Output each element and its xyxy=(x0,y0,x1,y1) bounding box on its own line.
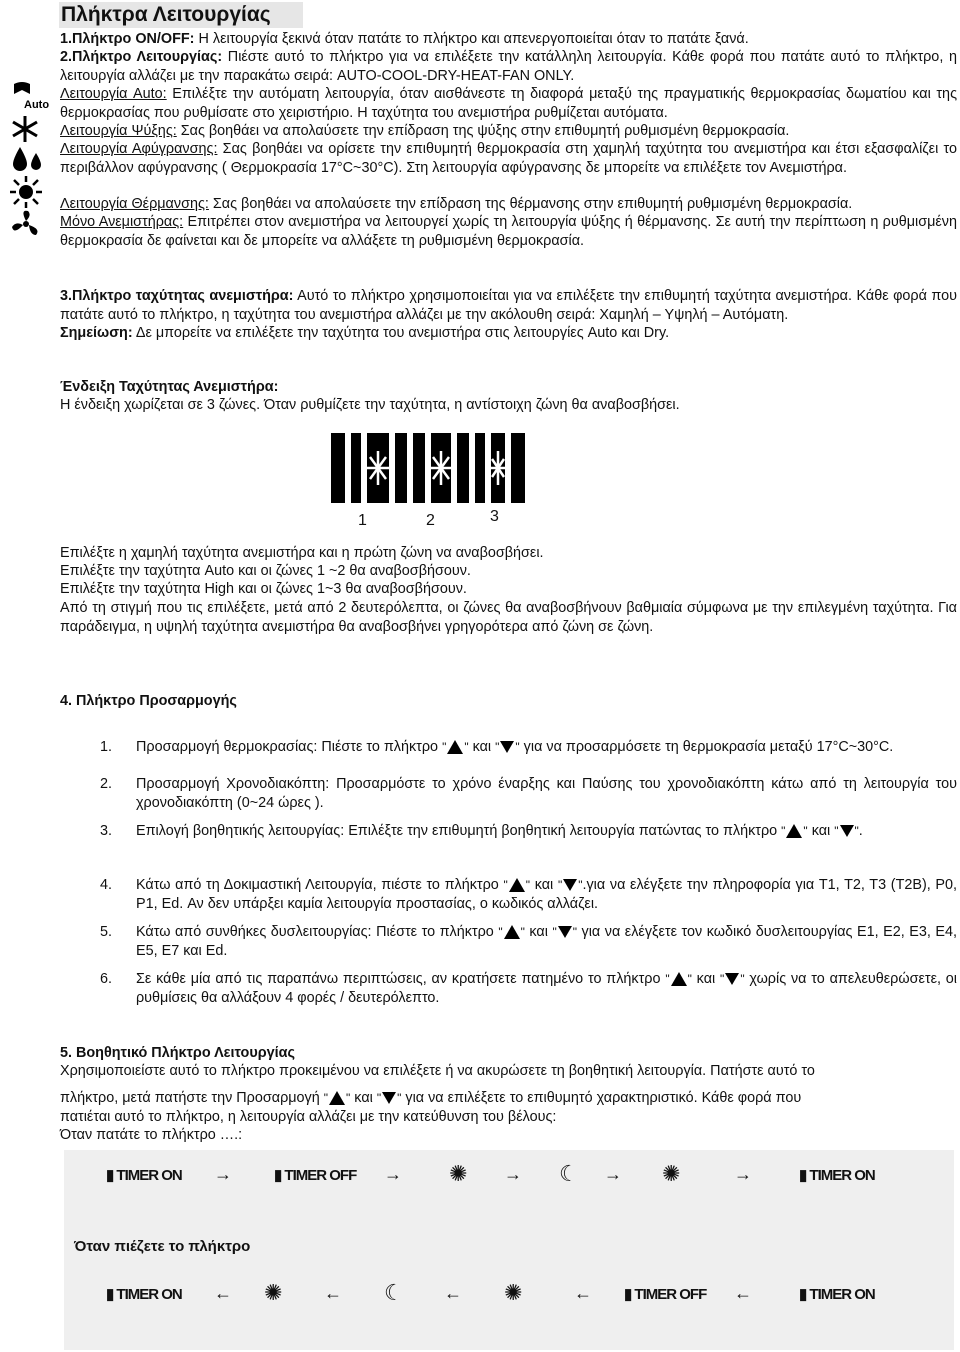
sun-icon: ✺ xyxy=(449,1161,468,1186)
timer-row-top xyxy=(64,1156,954,1192)
timer-on-display: ▮ TIMER ON xyxy=(106,1286,182,1303)
item-text-b: .για να ελέγξετε την πληροφορία για T1, T2, T3 (T2B), P0, P1, Ed. Αν δεν υπάρξει καμία λειτουργία προστασίας, ο κωδικός αλλάζει. xyxy=(136,877,958,912)
mode-dry-label: Λειτουργία Αφύγρανσης: xyxy=(60,141,218,157)
down-arrow-icon xyxy=(563,879,577,891)
section-onoff xyxy=(60,30,957,49)
item-number: 4. xyxy=(100,877,113,893)
mode-dry-text: Σας βοηθάει να ορίσετε την επιθυμητή θερμοκρασία στη χαμηλή ταχύτητα του ανεμιστήρα και έτσι εξασφαλίζει το περιβάλλον αφύγρανσης ( Θερμοκρασία 17°C~30°C). Στη λειτουργία αφύγρανσης δε μπορείτε να επιλέξετε τον Ανεμιστήρα. xyxy=(60,141,957,176)
note-text: Δε μπορείτε να επιλέξετε την ταχύτητα του ανεμιστήρα στις λειτουργίες Auto και Dry. xyxy=(132,325,670,341)
section-fan-speed xyxy=(60,287,957,343)
zone-label-1: 1 xyxy=(358,512,367,529)
page-title: Πλήκτρα Λειτουργίας xyxy=(59,2,303,28)
item-and: και xyxy=(529,924,548,940)
down-arrow-icon xyxy=(500,741,514,753)
item-text-a: Κάτω από συνθήκες δυσλειτουργίας: Πιέστε το πλήκτρο xyxy=(136,924,494,940)
up-arrow-icon xyxy=(786,824,802,838)
aux-line-1: Χρησιμοποιείστε αυτό το πλήκτρο προκειμένου να επιλέξετε ή να ακυρώσετε τη βοηθητική λειτουργία. Πατήστε αυτό το xyxy=(60,1063,815,1079)
aux-line-2a: πλήκτρο, μετά πατήστε την Προσαρμογή xyxy=(60,1090,320,1106)
mode-heat-text: Σας βοηθάει να απολαύσετε την επίδραση της θέρμανσης στην επιθυμητή ρυθμισμένη θερμοκρασία. xyxy=(208,196,853,212)
down-arrow-icon xyxy=(725,973,739,985)
mode-cool-label: Λειτουργία Ψύξης: xyxy=(60,123,177,139)
timer-row-bottom xyxy=(64,1275,954,1311)
aux-line-2b: για να επιλέξετε το επιθυμητό χαρακτηριστικό. Κάθε φορά που xyxy=(405,1090,802,1106)
mode-auto-label: Λειτουργία Auto: xyxy=(60,86,167,102)
speed-line-3: Επιλέξτε την ταχύτητα High και οι ζώνες 1~3 θα αναβοσβήσουν. xyxy=(60,581,467,597)
onoff-text: Η λειτουργία ξεκινά όταν πατάτε το πλήκτρο και απενεργοποιείται όταν το πατάτε ξανά. xyxy=(194,31,749,47)
timer-on-display: ▮ TIMER ON xyxy=(106,1167,182,1184)
arrow-icon: → xyxy=(384,1164,402,1184)
sun-icon: ✺ xyxy=(264,1280,283,1305)
up-arrow-icon xyxy=(447,740,463,754)
arrow-icon: ← xyxy=(214,1283,232,1303)
speed-line-2: Επιλέξτε την ταχύτητα Auto και οι ζώνες 1 ~2 θα αναβοσβήσουν. xyxy=(60,563,471,579)
item-text-b: χωρίς να το απελευθερώσετε, οι ρυθμίσεις θα αλλάξουν 4 φορές / δευτερόλεπτο. xyxy=(136,971,958,1006)
item-text-a: Σε κάθε μία από τις παραπάνω περιπτώσεις, αν κρατήσετε πατημένο το πλήκτρο xyxy=(136,971,661,987)
speed-line-4: Από τη στιγμή που τις επιλέξετε, μετά από 2 δευτερόλεπτα, οι ζώνες θα αναβοσβήνουν βαθμιαία σύμφωνα με την επιλεγμένη ταχύτητα. Για παράδειγμα, η υψηλή ταχύτητα ανεμιστήρα θα αναβοσβήνει γρηγορότερα από ζώνη σε ζώνη. xyxy=(60,600,957,635)
arrow-icon: ← xyxy=(324,1283,342,1303)
item-number: 3. xyxy=(100,823,113,839)
timer-sequence-image xyxy=(64,1150,954,1350)
press-label: Όταν πιέζετε το πλήκτρο xyxy=(74,1238,251,1255)
timer-off-display: ▮ TIMER OFF xyxy=(624,1286,707,1303)
sun-icon xyxy=(10,176,42,213)
mode-cool-text: Σας βοηθάει να απολαύσετε την επίδραση της ψύξης στην επιθυμητή ρυθμισμένη θερμοκρασία. xyxy=(176,123,790,139)
water-drop-icon xyxy=(10,145,46,178)
mode-fan xyxy=(60,213,957,250)
fan-speed-indicator xyxy=(331,433,525,503)
section-mode xyxy=(60,48,957,85)
aux-line-4: Όταν πατάτε το πλήκτρο ….: xyxy=(60,1127,243,1143)
sun-icon: ✺ xyxy=(662,1161,681,1186)
down-arrow-icon xyxy=(558,926,572,938)
up-arrow-icon xyxy=(504,925,520,939)
fan-icon xyxy=(10,209,42,244)
speed-line-1: Επιλέξτε η χαμηλή ταχύτητα ανεμιστήρα και η πρώτη ζώνη να αναβοσβήσει. xyxy=(60,545,544,561)
mode-auto-text: Επιλέξτε την αυτόματη λειτουργία, όταν αισθάνεστε τη διαφορά μεταξύ της πραγματικής θερμοκρασίας δωματίου και της θερμοκρασίας που ρυθμίσατε στο χειριστήριο. Η ταχύτητα του ανεμιστήρα ρυθμίζεται αυτόματα. xyxy=(60,86,958,121)
snowflake-icon xyxy=(10,115,40,148)
item-and: και xyxy=(811,823,831,839)
mode-auto xyxy=(60,85,957,122)
fan-speed-text: Αυτό το πλήκτρο χρησιμοποιείται για να επιλέξετε την επιθυμητή ταχύτητα ανεμιστήρα. Κάθε φορά που πατάτε αυτό το πλήκτρο, η ταχύτητα του ανεμιστήρα αλλάζει με την ακόλουθη σειρά: Χαμηλή – Υψηλή – Αυτόματη. xyxy=(60,288,957,323)
mode-heat-label: Λειτουργία Θέρμανσης: xyxy=(60,196,209,212)
fan-speed-label: 3.Πλήκτρο ταχύτητας ανεμιστήρα: xyxy=(60,288,294,304)
item-and: και xyxy=(534,877,554,893)
item-text-a: Προσαρμογή θερμοκρασίας: Πιέστε το πλήκτρο xyxy=(136,739,439,755)
item-text-b: . xyxy=(858,823,863,839)
arrow-icon: → xyxy=(214,1164,232,1184)
down-arrow-icon xyxy=(382,1092,396,1104)
aux-heading: 5. Βοηθητικό Πλήκτρο Λειτουργίας xyxy=(60,1045,295,1061)
moon-icon: ☾ xyxy=(384,1280,404,1305)
item-and: και xyxy=(472,739,492,755)
mode-label: 2.Πλήκτρο Λειτουργίας: xyxy=(60,49,223,65)
mode-heat xyxy=(60,195,957,214)
note-label: Σημείωση: xyxy=(60,325,133,341)
aux-line-3: πατιέται αυτό το πλήκτρο, η λειτουργία αλλάζει με την κατεύθυνση του βέλους: xyxy=(60,1109,557,1125)
up-arrow-icon xyxy=(671,972,687,986)
item-and: και xyxy=(696,971,716,987)
auto-icon-text: Auto xyxy=(24,99,50,111)
item-text: Προσαρμογή Χρονοδιακόπτη: Προσαρμόστε το χρόνο έναρξης και Παύσης του χρονοδιακόπτη κάτω από τη λειτουργία του χρονοδιακόπτη (0~24 ώρες ). xyxy=(136,776,957,811)
mode-text: Πιέστε αυτό το πλήκτρο για να επιλέξετε την κατάλληλη λειτουργία. Κάθε φορά που πατάτε αυτό το πλήκτρο, η λειτουργία αλλάζει με την παρακάτω σειρά: AUTO-COOL-DRY-HEAT-FAN ONLY. xyxy=(60,49,957,84)
mode-cool xyxy=(60,122,957,141)
sun-icon: ✺ xyxy=(504,1280,523,1305)
indicator-heading: Ένδειξη Ταχύτητας Ανεμιστήρα: xyxy=(60,379,279,395)
zone-label-3: 3 xyxy=(490,508,499,525)
adjust-heading: 4. Πλήκτρο Προσαρμογής xyxy=(60,693,237,709)
down-arrow-icon xyxy=(840,825,854,837)
item-text-a: Κάτω από τη Δοκιμαστική Λειτουργία, πιέστε το πλήκτρο xyxy=(136,877,499,893)
up-arrow-icon xyxy=(329,1091,345,1105)
item-number: 5. xyxy=(100,924,113,940)
up-arrow-icon xyxy=(509,878,525,892)
mode-fan-text: Επιτρέπει στον ανεμιστήρα να λειτουργεί χωρίς τη λειτουργία ψύξης ή θέρμανσης. Σε αυτή την περίπτωση η ρυθμισμένη θερμοκρασία δε φαίνεται και δε μπορείτε να αλλάξετε τη ρυθμισμένη θερμοκρασία. xyxy=(60,214,957,249)
timer-off-display: ▮ TIMER OFF xyxy=(274,1167,357,1184)
aux-line-2: πλήκτρο, μετά πατήστε την Προσαρμογή " " και " " για να επιλέξετε το επιθυμητό χαρακτηριστικό. Κάθε φορά που xyxy=(60,1090,802,1106)
item-text-b: για να ελέγξετε τον κωδικό δυσλειτουργίας E1, E2, E3, E4, E5, E7 και Ed. xyxy=(136,924,958,959)
item-number: 1. xyxy=(100,739,113,755)
arrow-icon: → xyxy=(604,1164,622,1184)
timer-on-display: ▮ TIMER ON xyxy=(799,1286,875,1303)
item-text-b: για να προσαρμόσετε τη θερμοκρασία μεταξύ 17°C~30°C. xyxy=(523,739,894,755)
onoff-label: 1.Πλήκτρο ON/OFF: xyxy=(60,31,195,47)
auto-mode-icon xyxy=(10,80,50,117)
moon-icon: ☾ xyxy=(559,1161,579,1186)
item-number: 2. xyxy=(100,776,113,792)
item-text-a: Επιλογή βοηθητικής λειτουργίας: Επιλέξτε την επιθυμητή βοηθητική λειτουργία πατώντας το πλήκτρο xyxy=(136,823,778,839)
arrow-icon: → xyxy=(734,1164,752,1184)
aux-and: και xyxy=(354,1090,373,1106)
mode-dry xyxy=(60,140,957,177)
arrow-icon: ← xyxy=(444,1283,462,1303)
arrow-icon: ← xyxy=(574,1283,592,1303)
arrow-icon: → xyxy=(504,1164,522,1184)
timer-on-display: ▮ TIMER ON xyxy=(799,1167,875,1184)
indicator-text: Η ένδειξη χωρίζεται σε 3 ζώνες. Όταν ρυθμίζετε την ταχύτητα, η αντίστοιχη ζώνη θα αναβοσβήσει. xyxy=(60,397,680,413)
zone-label-2: 2 xyxy=(426,512,435,529)
arrow-icon: ← xyxy=(734,1283,752,1303)
item-number: 6. xyxy=(100,971,113,987)
mode-fan-label: Μόνο Ανεμιστήρας: xyxy=(60,214,184,230)
